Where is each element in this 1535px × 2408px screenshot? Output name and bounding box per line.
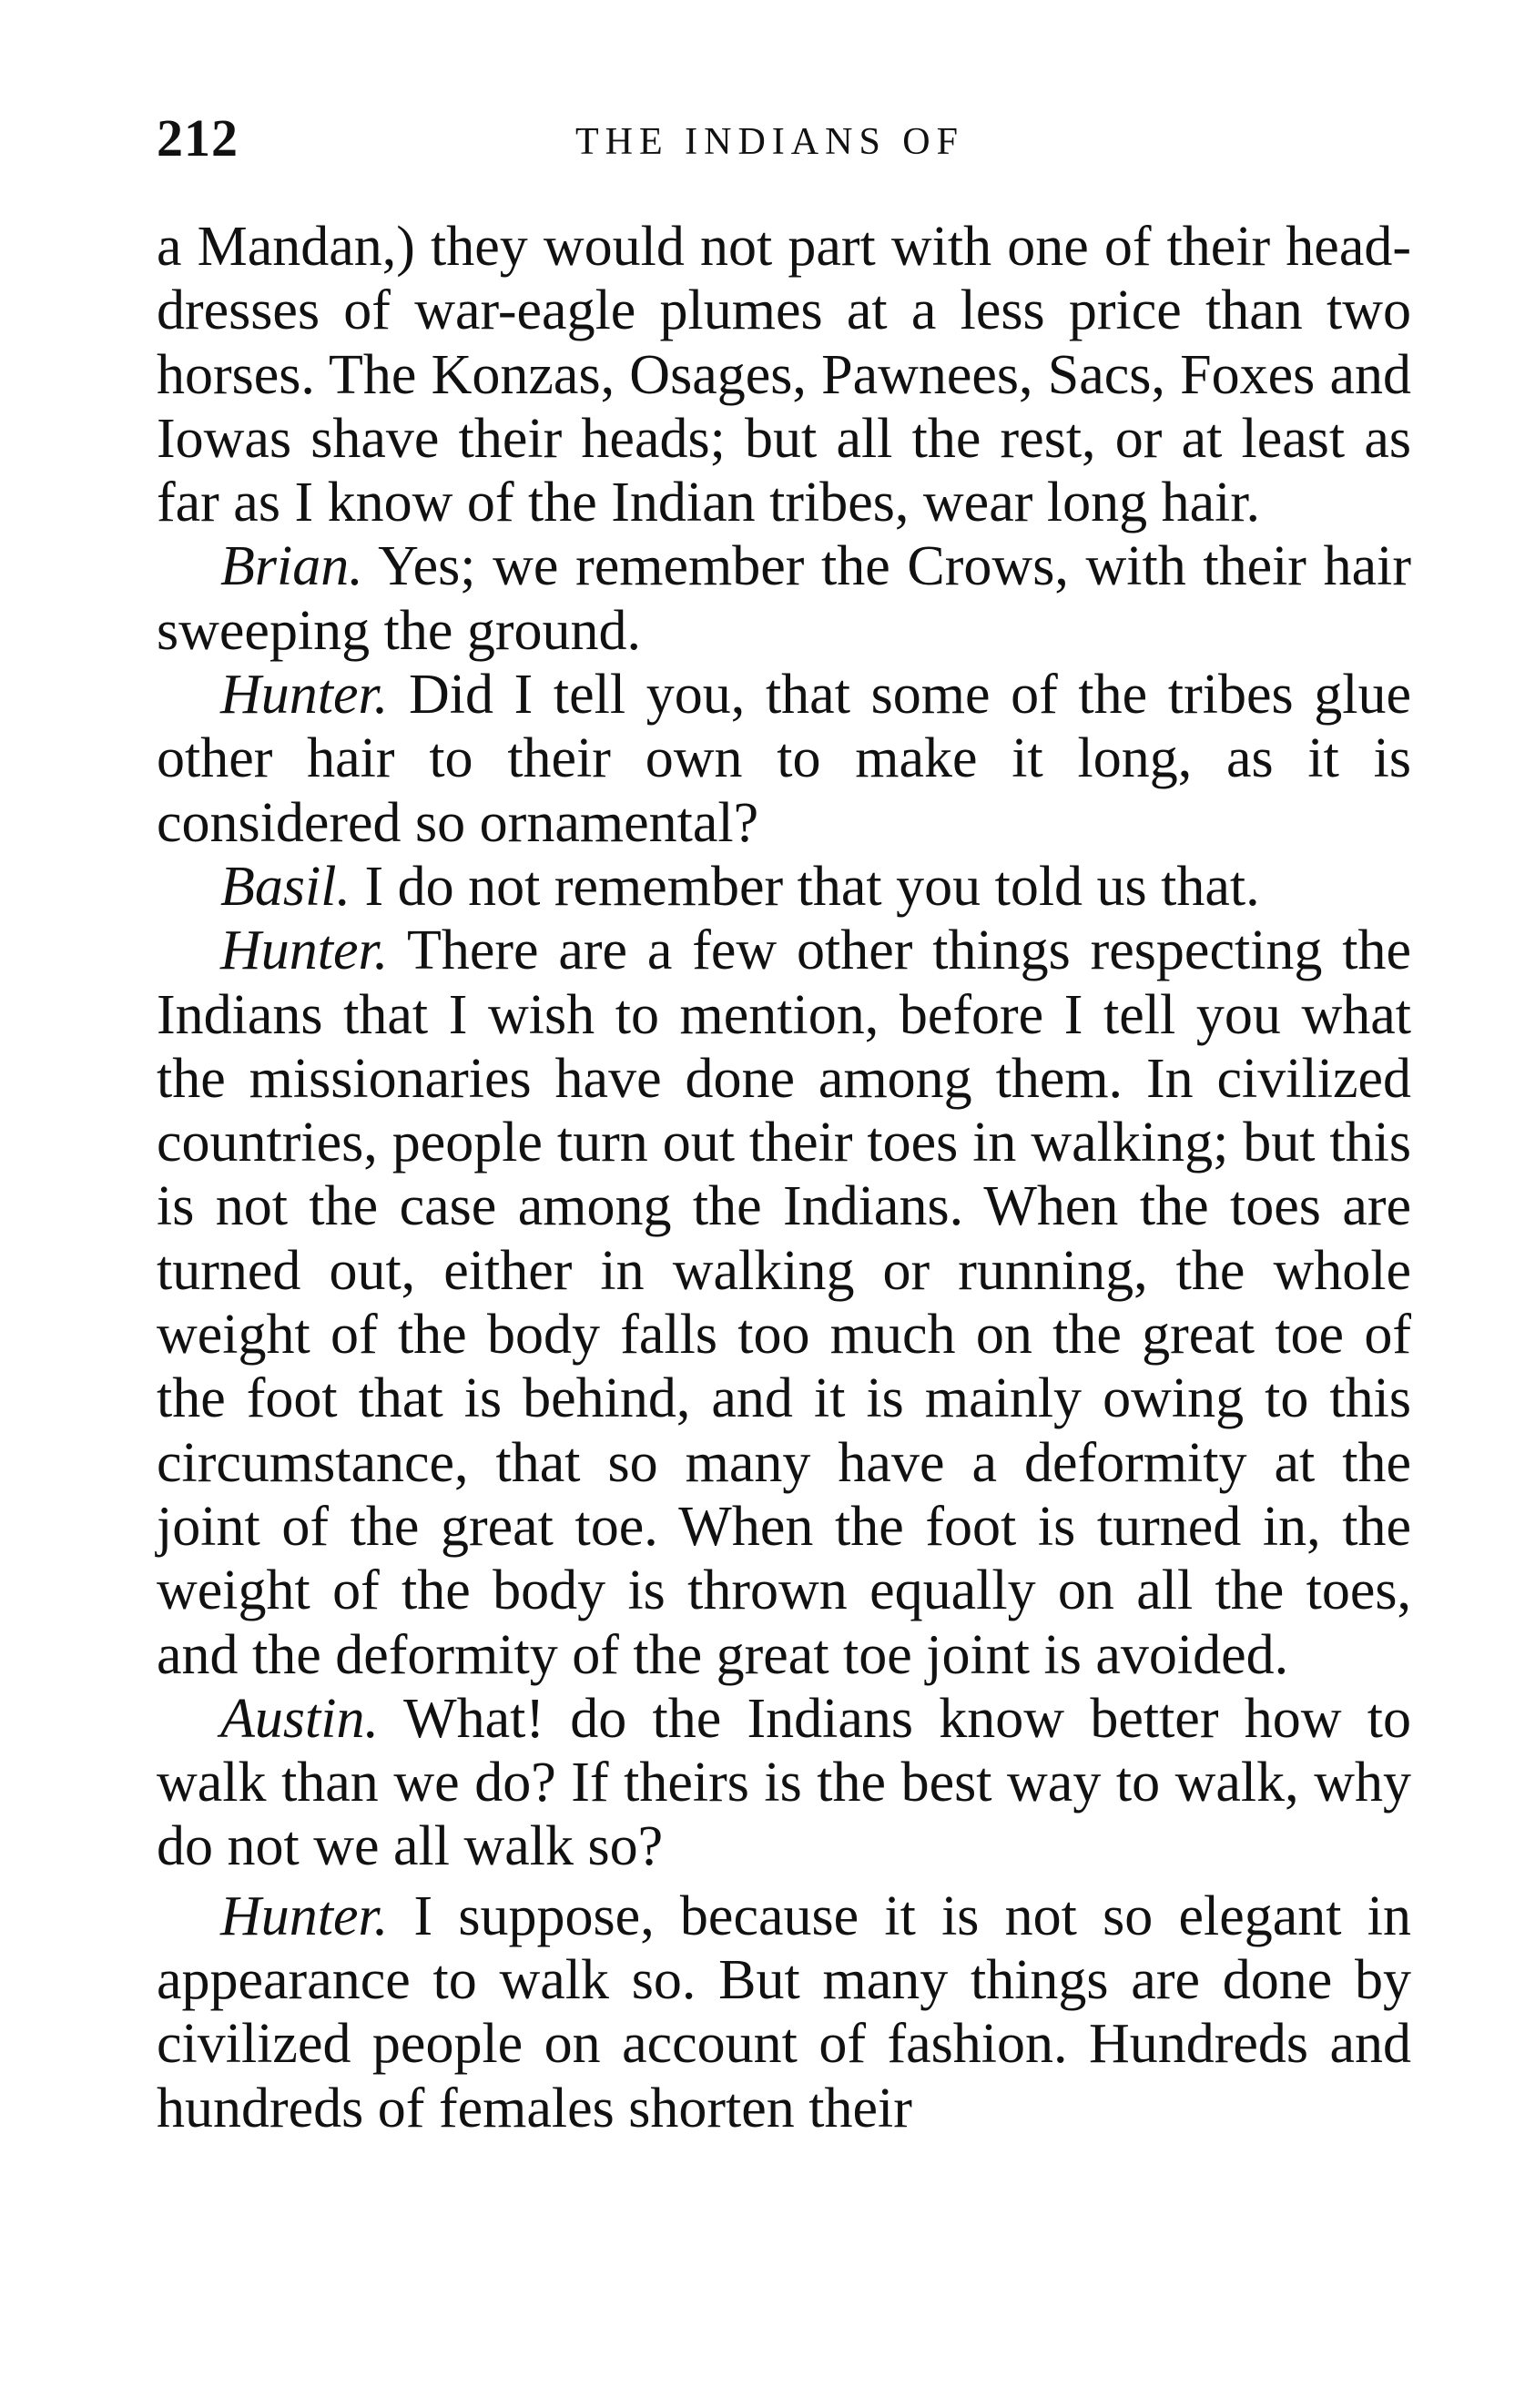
paragraph xyxy=(157,919,1411,1687)
paragraph xyxy=(157,215,1411,534)
paragraph xyxy=(157,855,1411,919)
speaker-name: Hunter. xyxy=(220,664,389,726)
speaker-name: Hunter. xyxy=(220,920,389,982)
speaker-name: Hunter. xyxy=(220,1885,389,1947)
paragraph-text: a Mandan,) they would not part with one of their head-dresses of war-eagle plumes at a less price than two horses. The Konzas, Osages, Pawnees, Sacs, Foxes and Iowas shave their heads; but all the rest, or at least as far as I know of the Indian tribes, wear long hair. xyxy=(157,216,1411,534)
speaker-name: Basil. xyxy=(220,855,351,918)
paragraph xyxy=(157,663,1411,855)
paragraph-text: I suppose, because it is not so elegant in appearance to walk so. But many things are done by civilized people on account of fashion. Hundreds and hundreds of females shorten their xyxy=(157,1885,1411,2139)
paragraph-text: I do not remember that you told us that. xyxy=(350,855,1260,918)
running-head: THE INDIANS OF xyxy=(575,121,964,163)
paragraph xyxy=(157,534,1411,663)
paragraph-text: Did I tell you, that some of the tribes glue other hair to their own to make it long, as it is considered so ornamental? xyxy=(157,664,1411,854)
paragraph-text: What! do the Indians know better how to walk than we do? If theirs is the best way to walk, why do not we all walk so? xyxy=(157,1687,1411,1878)
speaker-name: Austin. xyxy=(220,1687,379,1750)
paragraph xyxy=(157,1885,1411,2140)
page-header xyxy=(157,107,1413,180)
speaker-name: Brian. xyxy=(220,535,363,598)
body-text xyxy=(157,215,1411,2140)
paragraph-text: There are a few other things respecting the Indians that I wish to mention, before I tell you what the missionaries have done among them. In civilized countries, people turn out their toes in walking; but this is not the case among the Indians. When the toes are turned out, either in walking or running, the whole weight of the body falls too much on the great toe of the foot that is behind, and it is mainly owing to this circumstance, that so many have a deformity at the joint of the great toe. When the foot is turned in, the weight of the body is thrown equally on all the toes, and the deformity of the great toe joint is avoided. xyxy=(157,920,1411,1686)
paragraph xyxy=(157,1687,1411,1879)
paragraph-text: Yes; we remember the Crows, with their hair sweeping the ground. xyxy=(157,535,1411,662)
page-number: 212 xyxy=(157,108,239,168)
